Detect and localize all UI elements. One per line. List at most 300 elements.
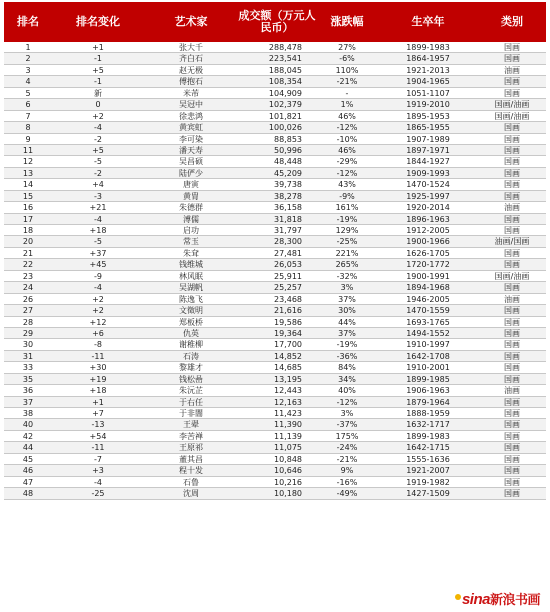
cell-rank: 40 xyxy=(22,420,34,430)
cell-artist: 朱耷 xyxy=(183,248,199,258)
cell-turnover: 88,853 xyxy=(274,134,302,144)
header-change-pct: 涨跌幅 xyxy=(330,15,364,28)
cell-years: 1925-1997 xyxy=(406,191,450,201)
cell-category: 国画 xyxy=(504,191,520,201)
cell-category: 国画 xyxy=(504,477,520,487)
cell-turnover: 45,209 xyxy=(274,168,302,178)
cell-category: 油画 xyxy=(504,294,520,304)
cell-artist: 李可染 xyxy=(179,134,203,144)
table-row xyxy=(4,236,546,247)
cell-rank-change: -2 xyxy=(94,134,102,144)
cell-category: 国画 xyxy=(504,306,520,316)
cell-years: 1427-1509 xyxy=(406,489,450,499)
cell-years: 1865-1955 xyxy=(406,123,450,133)
table-row xyxy=(4,145,546,156)
cell-rank-change: +1 xyxy=(92,397,104,407)
cell-category: 国画 xyxy=(504,397,520,407)
cell-years: 1642-1708 xyxy=(406,351,450,361)
cell-rank: 27 xyxy=(22,306,34,316)
cell-change-pct: 46% xyxy=(338,111,356,121)
cell-years: 1910-1997 xyxy=(406,340,450,350)
cell-change-pct: 40% xyxy=(338,386,356,396)
cell-years: 1642-1715 xyxy=(406,443,450,453)
cell-rank-change: +21 xyxy=(89,203,107,213)
cell-rank-change: -4 xyxy=(94,477,102,487)
cell-artist: 石鲁 xyxy=(183,477,199,487)
cell-rank-change: 0 xyxy=(95,100,101,110)
cell-category: 国画 xyxy=(504,157,520,167)
cell-turnover: 23,468 xyxy=(274,294,302,304)
cell-artist: 于非闇 xyxy=(179,409,203,418)
cell-rank-change: +2 xyxy=(92,306,104,316)
cell-change-pct: 46% xyxy=(338,145,356,155)
cell-turnover: 288,478 xyxy=(268,43,302,52)
cell-years: 1897-1971 xyxy=(406,145,450,155)
cell-artist: 文徵明 xyxy=(179,306,203,316)
logo-brand: sina xyxy=(461,591,490,608)
cell-rank-change: -13 xyxy=(91,420,105,430)
cell-rank: 21 xyxy=(22,248,34,258)
cell-artist: 王翚 xyxy=(183,420,199,430)
cell-change-pct: - xyxy=(345,88,349,98)
cell-change-pct: 161% xyxy=(335,203,359,213)
cell-rank-change: +3 xyxy=(92,466,104,476)
cell-years: 1895-1953 xyxy=(406,111,450,121)
cell-change-pct: 265% xyxy=(335,260,359,270)
cell-artist: 王原祁 xyxy=(179,443,203,453)
cell-years: 1904-1965 xyxy=(406,77,450,87)
table-row xyxy=(4,317,546,328)
cell-rank-change: -2 xyxy=(94,168,102,178)
cell-category: 国画/油画 xyxy=(494,111,530,121)
cell-artist: 吴昌硕 xyxy=(179,157,203,167)
cell-rank-change: +6 xyxy=(92,328,104,338)
cell-artist: 黎雄才 xyxy=(179,363,203,373)
cell-change-pct: 30% xyxy=(338,306,356,316)
cell-turnover: 13,195 xyxy=(274,374,302,384)
cell-rank: 8 xyxy=(25,123,31,133)
table-row xyxy=(4,465,546,476)
cell-rank: 37 xyxy=(22,397,34,407)
cell-rank: 42 xyxy=(22,431,34,441)
cell-turnover: 11,075 xyxy=(274,443,302,453)
cell-years: 1899-1985 xyxy=(406,374,450,384)
cell-turnover: 100,026 xyxy=(268,123,302,133)
cell-rank: 47 xyxy=(22,477,34,487)
cell-artist: 米芾 xyxy=(183,88,199,98)
cell-years: 1470-1559 xyxy=(406,306,450,316)
cell-change-pct: -12% xyxy=(336,123,358,133)
cell-category: 国画 xyxy=(504,88,520,98)
cell-years: 1909-1993 xyxy=(406,168,450,178)
cell-change-pct: -21% xyxy=(336,77,358,87)
cell-turnover: 38,278 xyxy=(274,191,302,201)
table-row xyxy=(4,42,546,53)
cell-years: 1921-2013 xyxy=(406,65,450,75)
cell-years: 1896-1963 xyxy=(406,214,450,224)
cell-years: 1900-1966 xyxy=(406,237,450,247)
cell-turnover: 101,821 xyxy=(268,111,302,121)
cell-rank-change: +1 xyxy=(92,43,104,52)
cell-turnover: 188,045 xyxy=(268,65,302,75)
cell-artist: 仇英 xyxy=(183,328,199,338)
cell-rank: 13 xyxy=(22,168,34,178)
cell-category: 国画 xyxy=(504,351,520,361)
cell-rank: 36 xyxy=(22,386,34,396)
cell-change-pct: 43% xyxy=(338,180,356,190)
table-row xyxy=(4,111,546,122)
cell-turnover: 19,586 xyxy=(274,317,302,327)
cell-rank: 35 xyxy=(22,374,34,384)
cell-category: 油画 xyxy=(504,386,520,396)
cell-rank: 18 xyxy=(22,226,34,235)
cell-years: 1693-1765 xyxy=(406,317,450,327)
cell-turnover: 10,646 xyxy=(274,466,302,476)
cell-rank-change: -8 xyxy=(94,340,102,350)
cell-rank-change: +2 xyxy=(92,111,104,121)
cell-artist: 钱松喦 xyxy=(179,374,203,384)
cell-artist: 黄胄 xyxy=(183,191,199,201)
cell-change-pct: 37% xyxy=(338,294,356,304)
cell-category: 国画 xyxy=(504,180,520,190)
table-row xyxy=(4,76,546,87)
cell-years: 1910-2001 xyxy=(406,363,450,373)
cell-turnover: 21,616 xyxy=(274,306,302,316)
table-row xyxy=(4,477,546,488)
cell-turnover: 19,364 xyxy=(274,328,302,338)
cell-change-pct: 44% xyxy=(338,317,356,327)
cell-years: 1919-1982 xyxy=(406,477,450,487)
cell-rank: 7 xyxy=(25,111,31,121)
cell-turnover: 102,379 xyxy=(268,100,302,110)
cell-category: 国画/油画 xyxy=(494,271,530,281)
cell-artist: 赵无极 xyxy=(179,65,203,75)
cell-category: 国画 xyxy=(504,363,520,373)
cell-category: 油画 xyxy=(504,65,520,75)
cell-change-pct: 110% xyxy=(335,65,359,75)
cell-rank-change: -4 xyxy=(94,283,102,293)
cell-rank-change: -7 xyxy=(94,454,102,464)
cell-category: 国画 xyxy=(504,454,520,464)
cell-turnover: 11,139 xyxy=(274,431,302,441)
cell-rank: 17 xyxy=(22,214,34,224)
table-row xyxy=(4,88,546,99)
header-category: 类别 xyxy=(501,15,523,28)
cell-artist: 郑板桥 xyxy=(179,317,203,327)
cell-turnover: 31,818 xyxy=(274,214,302,224)
cell-change-pct: 9% xyxy=(340,466,354,476)
cell-rank: 46 xyxy=(22,466,34,476)
cell-rank: 14 xyxy=(22,180,34,190)
cell-years: 1470-1524 xyxy=(406,180,450,190)
cell-category: 国画 xyxy=(504,283,520,293)
cell-rank: 29 xyxy=(22,328,34,338)
cell-rank: 48 xyxy=(22,489,34,499)
cell-rank-change: +18 xyxy=(89,226,107,235)
cell-rank: 33 xyxy=(22,363,34,373)
header-rank-change: 排名变化 xyxy=(76,15,120,28)
cell-artist: 董其昌 xyxy=(179,454,203,464)
cell-artist: 常玉 xyxy=(183,237,199,247)
header-years: 生卒年 xyxy=(411,15,445,28)
cell-change-pct: -19% xyxy=(336,214,358,224)
cell-artist: 陈逸飞 xyxy=(179,294,203,304)
cell-artist: 傅抱石 xyxy=(179,77,203,87)
table-row xyxy=(4,431,546,442)
cell-category: 国画 xyxy=(504,328,520,338)
cell-rank-change: +7 xyxy=(92,409,104,418)
table-row xyxy=(4,53,546,64)
cell-artist: 陆俨少 xyxy=(179,168,203,178)
cell-category: 国画 xyxy=(504,214,520,224)
cell-rank: 1 xyxy=(25,43,31,52)
cell-rank: 15 xyxy=(22,191,34,201)
cell-category: 国画/油画 xyxy=(494,100,530,110)
cell-years: 1051-1107 xyxy=(406,88,450,98)
cell-category: 国画 xyxy=(504,409,520,418)
cell-artist: 谢稚柳 xyxy=(179,340,203,350)
cell-years: 1921-2007 xyxy=(406,466,450,476)
table-row xyxy=(4,328,546,339)
cell-artist: 朱沅芷 xyxy=(179,386,203,396)
cell-change-pct: -36% xyxy=(336,351,358,361)
cell-years: 1919-2010 xyxy=(406,100,450,110)
table-row xyxy=(4,294,546,305)
table-row xyxy=(4,191,546,202)
table-row xyxy=(4,454,546,465)
table-row xyxy=(4,134,546,145)
header-rank: 排名 xyxy=(17,15,39,28)
cell-change-pct: -24% xyxy=(336,443,358,453)
cell-rank: 3 xyxy=(25,65,31,75)
cell-turnover: 12,163 xyxy=(274,397,302,407)
cell-artist: 吴冠中 xyxy=(179,100,203,110)
cell-turnover: 10,848 xyxy=(274,454,302,464)
cell-rank: 6 xyxy=(25,100,31,110)
cell-years: 1899-1983 xyxy=(406,431,450,441)
cell-category: 国画 xyxy=(504,317,520,327)
cell-rank-change: +30 xyxy=(89,363,107,373)
cell-rank-change: +12 xyxy=(89,317,107,327)
table-row xyxy=(4,168,546,179)
cell-change-pct: -10% xyxy=(336,134,358,144)
cell-artist: 朱德群 xyxy=(179,203,203,213)
cell-rank: 24 xyxy=(22,283,34,293)
table-row xyxy=(4,259,546,270)
cell-turnover: 10,180 xyxy=(274,489,302,499)
cell-years: 1907-1989 xyxy=(406,134,450,144)
cell-rank-change: +37 xyxy=(89,248,107,258)
cell-category: 国画 xyxy=(504,77,520,87)
cell-category: 国画 xyxy=(504,374,520,384)
cell-rank-change: -4 xyxy=(94,214,102,224)
cell-rank: 5 xyxy=(25,88,31,98)
cell-artist: 程十发 xyxy=(179,466,203,476)
cell-rank: 28 xyxy=(22,317,34,327)
cell-rank: 23 xyxy=(22,271,34,281)
cell-category: 国画 xyxy=(504,489,520,499)
cell-change-pct: -21% xyxy=(336,454,358,464)
table-row xyxy=(4,305,546,316)
cell-turnover: 36,158 xyxy=(274,203,302,213)
cell-rank-change: +5 xyxy=(92,65,104,75)
cell-category: 国画 xyxy=(504,420,520,430)
cell-rank-change: -5 xyxy=(94,237,102,247)
cell-turnover: 14,852 xyxy=(274,351,302,361)
header-turnover: 成交额（万元人民币） xyxy=(238,9,316,34)
table-row xyxy=(4,385,546,396)
cell-change-pct: -37% xyxy=(336,420,358,430)
table-row xyxy=(4,397,546,408)
table-row xyxy=(4,339,546,350)
cell-rank-change: -1 xyxy=(94,54,102,64)
cell-years: 1946-2005 xyxy=(406,294,450,304)
cell-change-pct: 129% xyxy=(335,226,359,235)
cell-turnover: 26,053 xyxy=(274,260,302,270)
cell-change-pct: -25% xyxy=(336,237,358,247)
cell-change-pct: -19% xyxy=(336,340,358,350)
cell-turnover: 223,541 xyxy=(268,54,302,64)
cell-change-pct: -49% xyxy=(336,489,358,499)
cell-rank-change: -5 xyxy=(94,157,102,167)
cell-change-pct: -29% xyxy=(336,157,358,167)
cell-category: 国画 xyxy=(504,168,520,178)
cell-change-pct: 27% xyxy=(338,43,356,52)
cell-category: 油画 xyxy=(504,203,520,213)
cell-years: 1912-2005 xyxy=(406,226,450,235)
cell-turnover: 48,448 xyxy=(274,157,302,167)
cell-rank: 45 xyxy=(22,454,34,464)
cell-rank: 30 xyxy=(22,340,34,350)
cell-rank: 9 xyxy=(25,134,31,144)
table-row xyxy=(4,442,546,453)
cell-rank-change: +18 xyxy=(89,386,107,396)
cell-years: 1920-2014 xyxy=(406,203,450,213)
cell-years: 1894-1968 xyxy=(406,283,450,293)
cell-turnover: 11,423 xyxy=(274,409,302,418)
header-artist: 艺术家 xyxy=(174,15,208,28)
cell-change-pct: -12% xyxy=(336,397,358,407)
cell-change-pct: -6% xyxy=(339,54,355,64)
cell-artist: 徐悲鸿 xyxy=(179,111,203,121)
cell-artist: 钱维城 xyxy=(179,260,203,270)
table-row xyxy=(4,179,546,190)
ranking-table xyxy=(4,2,546,500)
cell-artist: 李苦禅 xyxy=(179,431,203,441)
cell-change-pct: -9% xyxy=(339,191,355,201)
cell-turnover: 27,481 xyxy=(274,248,302,258)
cell-change-pct: -32% xyxy=(336,271,358,281)
cell-category: 国画 xyxy=(504,43,520,52)
cell-years: 1555-1636 xyxy=(406,454,450,464)
cell-change-pct: 221% xyxy=(335,248,359,258)
logo-text: 新浪书画 xyxy=(489,593,540,608)
cell-rank: 4 xyxy=(25,77,31,87)
cell-artist: 唐寅 xyxy=(183,180,199,190)
cell-years: 1494-1552 xyxy=(406,328,450,338)
cell-rank: 12 xyxy=(22,157,34,167)
cell-artist: 张大千 xyxy=(179,43,203,52)
table-body xyxy=(4,42,546,500)
cell-turnover: 104,909 xyxy=(268,88,302,98)
cell-category: 国画 xyxy=(504,466,520,476)
table-row xyxy=(4,351,546,362)
cell-change-pct: 3% xyxy=(340,409,354,418)
table-row xyxy=(4,282,546,293)
cell-category: 国画 xyxy=(504,340,520,350)
table-row xyxy=(4,99,546,110)
cell-change-pct: 84% xyxy=(338,363,356,373)
cell-turnover: 28,300 xyxy=(274,237,302,247)
table-row xyxy=(4,374,546,385)
cell-turnover: 108,354 xyxy=(268,77,302,87)
cell-rank-change: +19 xyxy=(89,374,107,384)
table-row xyxy=(4,225,546,236)
cell-rank: 20 xyxy=(22,237,34,247)
cell-turnover: 31,797 xyxy=(274,226,302,235)
cell-category: 国画 xyxy=(504,145,520,155)
table-row xyxy=(4,122,546,133)
cell-artist: 黄宾虹 xyxy=(179,123,203,133)
cell-rank: 2 xyxy=(25,54,31,64)
cell-turnover: 12,443 xyxy=(274,386,302,396)
cell-turnover: 17,700 xyxy=(274,340,302,350)
cell-rank: 11 xyxy=(22,145,34,155)
cell-years: 1720-1772 xyxy=(406,260,450,270)
cell-years: 1888-1959 xyxy=(406,409,450,418)
cell-category: 国画 xyxy=(504,123,520,133)
cell-years: 1899-1983 xyxy=(406,43,450,52)
table-row xyxy=(4,248,546,259)
cell-category: 国画 xyxy=(504,226,520,235)
cell-rank-change: +2 xyxy=(92,294,104,304)
sina-logo xyxy=(453,589,542,608)
cell-category: 国画 xyxy=(504,54,520,64)
cell-category: 国画 xyxy=(504,443,520,453)
table-header xyxy=(4,2,546,42)
cell-change-pct: 34% xyxy=(338,374,356,384)
cell-rank-change: -9 xyxy=(94,271,102,281)
cell-artist: 吴湖帆 xyxy=(179,283,203,293)
cell-years: 1879-1964 xyxy=(406,397,450,407)
cell-turnover: 11,390 xyxy=(274,420,302,430)
cell-artist: 沈周 xyxy=(183,489,199,499)
table-row xyxy=(4,362,546,373)
cell-rank-change: -25 xyxy=(91,489,105,499)
cell-years: 1844-1927 xyxy=(406,157,450,167)
cell-rank-change: 新 xyxy=(94,88,102,98)
table-row xyxy=(4,271,546,282)
cell-category: 国画 xyxy=(504,260,520,270)
cell-rank-change: +45 xyxy=(89,260,107,270)
cell-rank: 16 xyxy=(22,203,34,213)
cell-artist: 于右任 xyxy=(179,397,203,407)
cell-turnover: 14,685 xyxy=(274,363,302,373)
cell-category: 国画 xyxy=(504,431,520,441)
cell-rank: 31 xyxy=(22,351,34,361)
cell-rank-change: -4 xyxy=(94,123,102,133)
table-row xyxy=(4,202,546,213)
sina-eye-icon xyxy=(455,594,461,600)
cell-turnover: 25,911 xyxy=(274,271,302,281)
cell-change-pct: 175% xyxy=(335,431,359,441)
cell-years: 1900-1991 xyxy=(406,271,450,281)
cell-artist: 启功 xyxy=(183,226,199,235)
table-row xyxy=(4,156,546,167)
table-row xyxy=(4,488,546,499)
cell-rank-change: -11 xyxy=(91,443,105,453)
cell-category: 油画/国画 xyxy=(494,237,530,247)
